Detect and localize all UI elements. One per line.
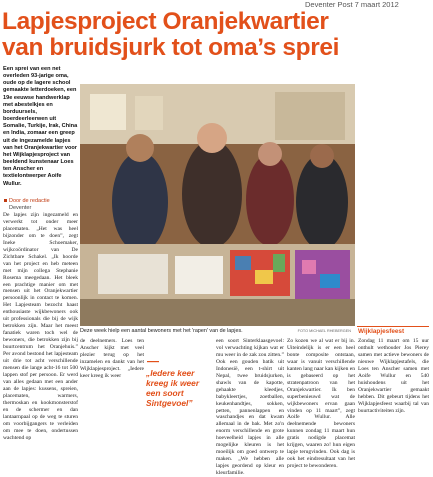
caption-text: Deze week hielp een aantal bewoners met het 'rapen' van de lapjes. xyxy=(80,328,243,334)
article-column-left xyxy=(3,212,78,448)
bullet-icon xyxy=(4,199,7,202)
pull-quote: „Iedere keer kreeg ik weer een soort Sintgevoel” xyxy=(146,368,200,408)
byline-label: Door de redactie xyxy=(9,198,50,204)
sidebar-divider xyxy=(357,326,429,327)
photo-credit: FOTO MICHAEL RHEBERGEN xyxy=(297,329,351,333)
sidebar-text: Zondag 11 maart om 15 uur onthult wethouder Jos Pierey samen met actieve bewoners de nieuwe Wijklapjestafels, die Loes ten Anscher samen met Aoife Wullur en 540 huishoudens uit het Oranjekwartier gemaakt hebben. Dit gebeurt tijdens het Wijklapjesfeest waarbij tal van buurtactiviteiten zijn. xyxy=(358,338,429,414)
masthead: Deventer Post 7 maart 2012 xyxy=(305,0,399,9)
byline xyxy=(4,198,78,211)
quote-icon xyxy=(147,361,159,368)
sidebar-title: Wijklapjesfeest xyxy=(358,328,405,335)
article-photo xyxy=(80,84,355,326)
article-column-middle xyxy=(216,338,284,477)
headline xyxy=(2,9,430,61)
byline-place: Deventer xyxy=(9,204,32,211)
photo-caption xyxy=(80,326,355,336)
column-left-text: De lapjes zijn ingezameld en verwerkt tot onder meer placematen. „Het was heel bijzonder om te doen”, zegt Ineke Schoemaker, wijkcoördinator van De Zichtbare Schakel. „Ik hoorde van het project en heb meteen met mijn collega Stephanie Rosema meegedaan. Het bleek een prachtige manier om met mensen uit het Oranjekwartier persoonlijk in contact te komen. Het Lapjesteam bezocht haast enthousiaste wijkbewoners ook uit professionals die bij de wijk betrokken zijn. Maar het meest fanatiek waren toch wel de bewoners, die betrokken zijn bij buurtcentrum het Oranjehuis.” Per avond bestond het lapjesteam uit drie tot acht verschillende mensen die lange acht-16 tot 500 lappen stof per persoon. Er werd van alles gedaan met een ander aan de lapjes: kussens, spreien, placematen, warmers, thermoskan en kookmonsterstof en de schermer en dan lantaarnpaal op de weg te sturen om voorbijgangers te verleiden om mee te doen, ondertussen wachtend op xyxy=(3,212,78,441)
column-middle-left-text: de deelnemers. Loes ten Anscher kijkt met veel plezier terug op het inzamelen en dankt van het Wijklapjesproject. „Iedere keer kreeg ik weer xyxy=(80,338,144,379)
column-middle-text: een soort Sinterklaasgevoel: vol verwachting kijkan wat er mu weer in de zak zou zitten.” Ook een gouden batik uit Indonesië, een t-shirt uit Nepal, twee bruidsjurken, shawls van de kapotte, gehaakte kleedjes, babykleertjes, zoetballen, keukenhandtjes, sokken, petten, pannenlappen en waschandjes en dat kwam allemaal in de bak. Met zo'n enorm verschillende en grote hoeveelheid lapjes in alle mogelijke kleuren is het moeilijk om goed ontwerp te maken. „We hebben alle lapjes geordend op kleur en kleurfamilie. xyxy=(216,338,284,477)
photo-illustration xyxy=(80,84,355,326)
column-right-text: Zo kozen we al wat er bij in. Uiteindelijk is er een heel bonte composite ontstaan, waar is vanuit verschillende kanten lang naar kan kijken en is gebaseerd op het stratenpatroon van het Oranjekwartier. Ik ben superbenieuwd wat de wijkbewoners ervan gaan vinden op 11 maart”, zegt Aoife Wullur. Alle deelnemende bewoners kunnen zondag 11 maart hun gratis nodigde placemat krijgen, waaren zo! hun eigen lapje terugvinden. Ook dag is ook het eindresultaat van het project te bewonderen. xyxy=(287,338,355,470)
intro-text: Een sprei van een net overleden 93-jarige oma, oude op de lagere school gemaakte letterdoeken, een 19e eeuwse handwerklap met abestelkjes en borduursels, boerdeerleerwen uit Somalie, Turkije, Irak, China en India, zomaar een greep uit de ingezamelde lapjes van het Oranjekwartier voor het Wijklapjesproject van beeldend kunstenaar Loes ten Anscher en textielontwerper Aoife Wullur. xyxy=(3,66,78,187)
headline-line-2: van bruidsjurk tot oma’s sprei xyxy=(2,34,339,61)
article-column-right xyxy=(287,338,355,470)
headline-line-1: Lapjesproject Oranjekwartier xyxy=(2,8,329,35)
article-column-middle-left xyxy=(80,338,144,448)
